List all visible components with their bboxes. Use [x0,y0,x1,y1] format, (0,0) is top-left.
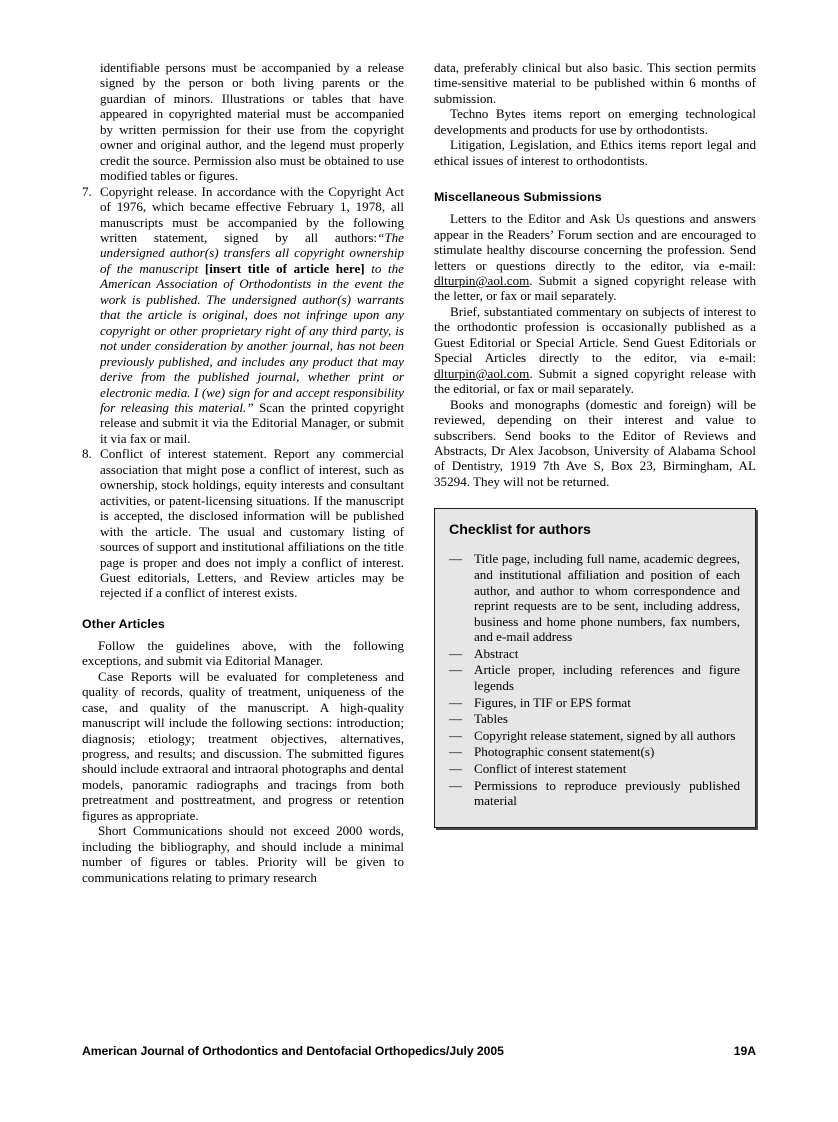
list-item-7 [82,184,404,447]
em-dash-icon: — [449,711,463,727]
paragraph-item6-continuation: identifiable persons must be accompanied by a release signed by the person or both living parents or the guardian of minors. Illustrations or tables that have appeared in copyrighted material must be accompanied by written permission for their use from the copyright owner and original author, and the legend must properly credit the source. Permission also must be obtained to use modified tables or figures. [100,60,404,184]
item7-quote-open: “The undersigned author(s) transfers all copyright ownership of the manuscript [100,229,404,276]
list-item-8-body: Conflict of interest statement. Report any commercial association that might pose a conflict of interest, such as ownership, stock holdings, equity interests and consultant activities, or patent-licensing situations. If the manuscript is accepted, the disclosed information will be published with the article. The usual and customary listing of sources of support and institutional affiliations on the title page is proper and does not imply a conflict of interest. Guest editorials, Letters, and Review articles may be rejected if a conflict of interest exists. [100,446,404,601]
spacer-after-other-articles-heading [82,631,404,638]
letters-text-before-email: Letters to the Editor and Ask Us questions and answers appear in the Readers’ Forum section and are encouraged to stimulate healthy discourse concerning the profession. Send letters or questions directly to the editor, via e-mail: [434,211,756,273]
paragraph-case-reports: Case Reports will be evaluated for completeness and quality of records, quality of treatment, uniqueness of the case, and quality of the manuscript. A high-quality manuscript will include the following sections: introduction; diagnosis; etiology; treatment objectives, alternatives, progress, and results; and discussion. The submitted figures should include extraoral and intraoral photographs and dental models, panoramic radiographs and tracings from both pretreatment and posttreatment, and progress or retention figures as appropriate. [82,668,404,823]
checklist-items [449,551,740,809]
editor-email-link-editorials[interactable]: dlturpin@aol.com [434,365,530,381]
two-column-body [82,60,756,885]
paragraph-litigation-legislation-ethics: Litigation, Legislation, and Ethics items report legal and ethical issues of interest to orthodontists. [434,137,756,168]
checklist-item [449,778,740,809]
heading-other-articles: Other Articles [82,616,165,631]
right-column [434,60,756,885]
em-dash-icon: — [449,645,463,661]
item7-tail-text: Scan the printed copyright release and submit it via the Editorial Manager, or submit it via fax or mail. [100,399,404,446]
checklist-item [449,728,740,744]
em-dash-icon: — [449,551,463,567]
checklist-item [449,662,740,693]
checklist-item [449,761,740,777]
list-item-7-number: 7. [82,183,92,199]
em-dash-icon: — [449,777,463,793]
checklist-item-label: Tables [474,711,508,727]
list-item-8-number: 8. [82,446,92,462]
item7-quote-insert-placeholder: [insert title of article here] [204,260,365,276]
paragraph-techno-bytes: Techno Bytes items report on emerging technological developments and products for use by orthodontists. [434,106,756,137]
paragraph-letters-to-editor [434,211,756,304]
checklist-item-label: Copyright release statement, signed by all authors [474,727,736,743]
letters-text-after-email: . Submit a signed copyright release with the letter, or fax or mail separately. [434,272,756,304]
checklist-item [449,695,740,711]
spacer-before-other-articles [82,601,404,617]
checklist-title: Checklist for authors [449,522,591,539]
numbered-list [82,184,404,601]
checklist-item [449,551,740,645]
item7-lead-text: Copyright release. In accordance with the Copyright Act of 1976, which became effective February 1, 1978, all manuscripts must be accompanied by the following written statement, signed by all authors: [100,183,404,245]
em-dash-icon: — [449,662,463,678]
checklist-item-label: Title page, including full name, academic degrees, and institutional affiliation and position of each author, and author to whom correspondence and reprint requests are to be sent, including address, business and home phone numbers, fax numbers, and e-mail address [474,551,740,645]
em-dash-icon: — [449,694,463,710]
em-dash-icon: — [449,761,463,777]
footer-page-number: 19A [733,1044,756,1058]
editor-email-link-letters[interactable]: dlturpin@aol.com [434,272,530,288]
checklist-item-label: Abstract [474,645,519,661]
checklist-item-label: Permissions to reproduce previously published material [474,777,740,809]
list-item-7-body [100,184,404,447]
checklist-item [449,646,740,662]
paragraph-books-and-monographs: Books and monographs (domestic and foreign) will be reviewed, depending on their interest and value to subscribers. Send books to the Editor of Reviews and Abstracts, Dr Alex Jacobson, University of Alabama School of Dentistry, 1919 7th Ave S, Box 23, Birmingham, AL 35294. They will not be returned. [434,396,756,489]
checklist-item-label: Figures, in TIF or EPS format [474,694,631,710]
em-dash-icon: — [449,727,463,743]
guest-editorial-text-after-email: . Submit a signed copyright release with the editorial, or fax or mail separately. [434,365,756,397]
guest-editorial-text-before-email: Brief, substantiated commentary on subjects of interest to the orthodontic profession is occasionally published as a Guest Editorial or Special Article. Send Guest Editorials or Special Articles directly to the editor, via e-mail: [434,303,756,366]
heading-miscellaneous-submissions: Miscellaneous Submissions [434,190,602,205]
paragraph-short-communications: Short Communications should not exceed 2000 words, including the bibliography, and should include a minimal number of figures or tables. Priority will be given to communications relating to primary research [82,823,404,885]
em-dash-icon: — [449,744,463,760]
footer-journal-citation: American Journal of Orthodontics and Dentofacial Orthopedics/July 2005 [82,1044,504,1058]
spacer-before-misc-heading [434,168,756,190]
checklist-item [449,711,740,727]
page-footer [82,1044,756,1058]
spacer-after-misc-heading [434,204,756,211]
checklist-item-label: Article proper, including references and figure legends [474,662,740,694]
paragraph-clinical-data-continuation: data, preferably clinical but also basic. This section permits time-sensitive material to be published within 6 months of submission. [434,60,756,106]
item7-quote-rest: to the American Association of Orthodontists in the event the work is published. The undersigned author(s) warrants that the article is original, does not infringe upon any copyright or other proprietary right of any third party, is not under consideration by another journal, has not been previously published, and includes any product that may derive from the published journal, whether print or electronic media. I (we) sign for and accept responsibility for releasing this material.” [100,260,404,415]
checklist-item-label: Conflict of interest statement [474,761,627,777]
checklist-for-authors-box [434,508,756,828]
left-column [82,60,404,885]
paragraph-guest-editorials [434,304,756,397]
checklist-item-label: Photographic consent statement(s) [474,744,655,760]
checklist-item [449,744,740,760]
list-item-8 [82,446,404,601]
paragraph-other-articles-1: Follow the guidelines above, with the following exceptions, and submit via Editorial Manager. [82,637,404,669]
